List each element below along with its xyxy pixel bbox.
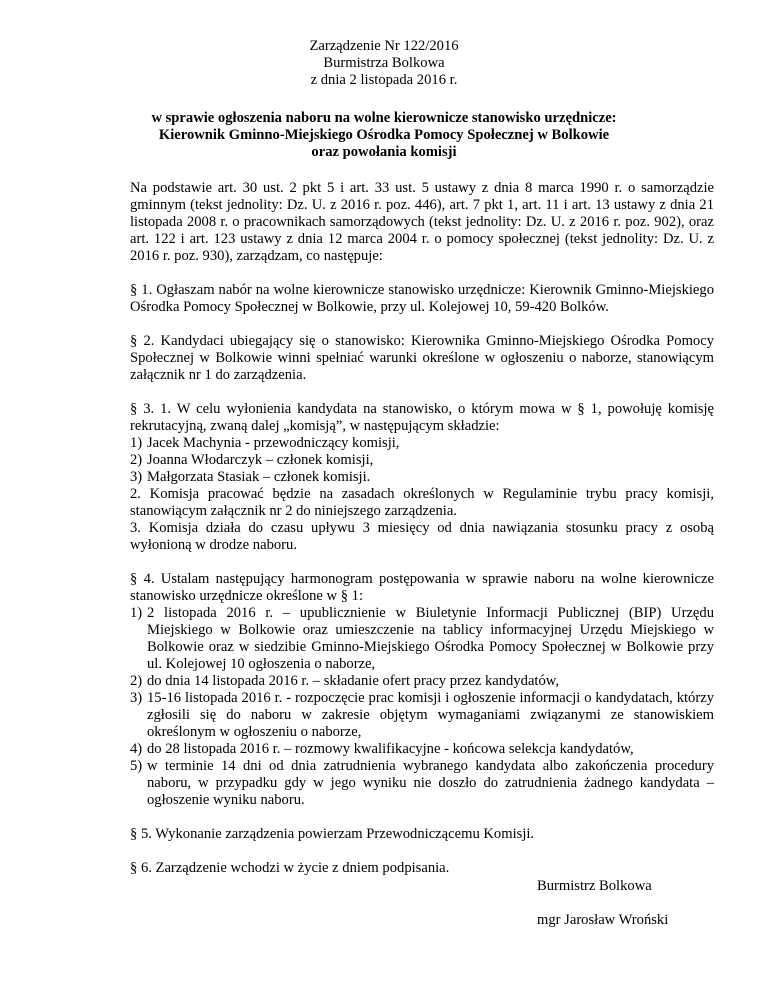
issuer: Burmistrza Bolkowa bbox=[323, 55, 445, 71]
section-3-point-2: 2. Komisja pracować będzie na zasadach określonych w Regulaminie trybu pracy komisji, stanowiącym załącznik nr 2 do niniejszego zarządzenia. bbox=[130, 486, 714, 519]
member-text: Joanna Włodarczyk – członek komisji, bbox=[147, 452, 374, 468]
title-line-3: oraz powołania komisji bbox=[311, 144, 457, 160]
list-number: 5) bbox=[130, 758, 143, 774]
list-item bbox=[130, 741, 714, 758]
schedule-text: 15-16 listopada 2016 r. - rozpoczęcie prac komisji i ogłoszenie informacji o kandydatach, którzy zgłosili się do naboru w zakresie objętym wymaganiami związanymi ze stanowiskiem określonym w ogłoszeniu o naborze, bbox=[147, 690, 714, 740]
ordinance-number: Zarządzenie Nr 122/2016 bbox=[309, 38, 459, 54]
section-4-intro: § 4. Ustalam następujący harmonogram postępowania w sprawie naboru na wolne kierownicze stanowisko urzędnicze określone w § 1: bbox=[130, 571, 714, 604]
section-2: § 2. Kandydaci ubiegający się o stanowisko: Kierownika Gminno-Miejskiego Ośrodka Pomocy Społecznej w Bolkowie winni spełniać warunki określone w ogłoszeniu o naborze, stanowiącym załącznik nr 1 do zarządzenia. bbox=[130, 333, 714, 383]
list-item bbox=[130, 435, 714, 452]
section-4 bbox=[130, 571, 714, 809]
signature-name: mgr Jarosław Wroński bbox=[537, 912, 669, 928]
schedule-text: w terminie 14 dni od dnia zatrudnienia wybranego kandydata albo zakończenia procedury naboru, w przypadku gdy w jego wyniku nie doszło do zatrudnienia żadnego kandydata – ogłoszenie wyniku naboru. bbox=[147, 758, 714, 808]
section-3-intro: § 3. 1. W celu wyłonienia kandydata na stanowisko, o którym mowa w § 1, powołuję komisję rekrutacyjną, zwaną dalej „komisją”, w następującym składzie: bbox=[130, 401, 714, 434]
list-number: 1) bbox=[130, 435, 143, 451]
section-3 bbox=[130, 401, 714, 554]
member-text: Małgorzata Stasiak – członek komisji. bbox=[147, 469, 371, 485]
list-item bbox=[130, 673, 714, 690]
list-item bbox=[130, 690, 714, 741]
section-1: § 1. Ogłaszam nabór na wolne kierownicze stanowisko urzędnicze: Kierownik Gminno-Miejskiego Ośrodka Pomocy Społecznej w Bolkowie, przy ul. Kolejowej 10, 59-420 Bolków. bbox=[130, 282, 714, 315]
signature-block bbox=[537, 878, 668, 929]
issue-date: z dnia 2 listopada 2016 r. bbox=[310, 72, 458, 88]
list-number: 2) bbox=[130, 452, 143, 468]
list-number: 1) bbox=[130, 605, 143, 621]
list-item bbox=[130, 452, 714, 469]
list-item bbox=[130, 605, 714, 673]
document-body bbox=[130, 180, 714, 894]
schedule-text: do 28 listopada 2016 r. – rozmowy kwalifikacyjne - końcowa selekcja kandydatów, bbox=[147, 741, 634, 757]
list-number: 3) bbox=[130, 690, 143, 706]
section-6: § 6. Zarządzenie wchodzi w życie z dniem podpisania. bbox=[130, 860, 450, 876]
list-number: 2) bbox=[130, 673, 143, 689]
list-number: 3) bbox=[130, 469, 143, 485]
title-line-2: Kierownik Gminno-Miejskiego Ośrodka Pomocy Społecznej w Bolkowie bbox=[158, 127, 610, 143]
section-5: § 5. Wykonanie zarządzenia powierzam Przewodniczącemu Komisji. bbox=[130, 826, 535, 842]
list-item bbox=[130, 469, 714, 486]
document-title bbox=[0, 110, 768, 161]
list-number: 4) bbox=[130, 741, 143, 757]
list-item bbox=[130, 758, 714, 809]
signature-role: Burmistrz Bolkowa bbox=[537, 878, 652, 894]
section-3-point-3: 3. Komisja działa do czasu upływu 3 miesięcy od dnia nawiązania stosunku pracy z osobą wyłonioną w drodze naboru. bbox=[130, 520, 714, 553]
member-text: Jacek Machynia - przewodniczący komisji, bbox=[147, 435, 400, 451]
title-line-1: w sprawie ogłoszenia naboru na wolne kierownicze stanowisko urzędnicze: bbox=[151, 110, 617, 126]
document-header bbox=[0, 38, 768, 89]
preamble: Na podstawie art. 30 ust. 2 pkt 5 i art. 33 ust. 5 ustawy z dnia 8 marca 1990 r. o samorządzie gminnym (tekst jednolity: Dz. U. z 2016 r. poz. 446), art. 7 pkt 1, art. 11 i art. 13 ustawy z dnia 21 listopada 2008 r. o pracownikach samorządowych (tekst jednolity: Dz. U. z 2016 r. poz. 902), oraz art. 122 i art. 123 ustawy z dnia 12 marca 2004 r. o pomocy społecznej (tekst jednolity: Dz. U. z 2016 r. poz. 930), zarządzam, co następuje: bbox=[130, 180, 714, 264]
schedule-text: do dnia 14 listopada 2016 r. – składanie ofert pracy przez kandydatów, bbox=[147, 673, 560, 689]
schedule-text: 2 listopada 2016 r. – upublicznienie w Biuletynie Informacji Publicznej (BIP) Urzędu Miejskiego w Bolkowie oraz umieszczenie na tablicy informacyjnej Urzędu Miejskiego w Bolkowie oraz w siedzibie Gminno-Miejskiego Ośrodka Pomocy Społecznej w Bolkowie przy ul. Kolejowej 10 ogłoszenia o naborze, bbox=[147, 605, 714, 672]
